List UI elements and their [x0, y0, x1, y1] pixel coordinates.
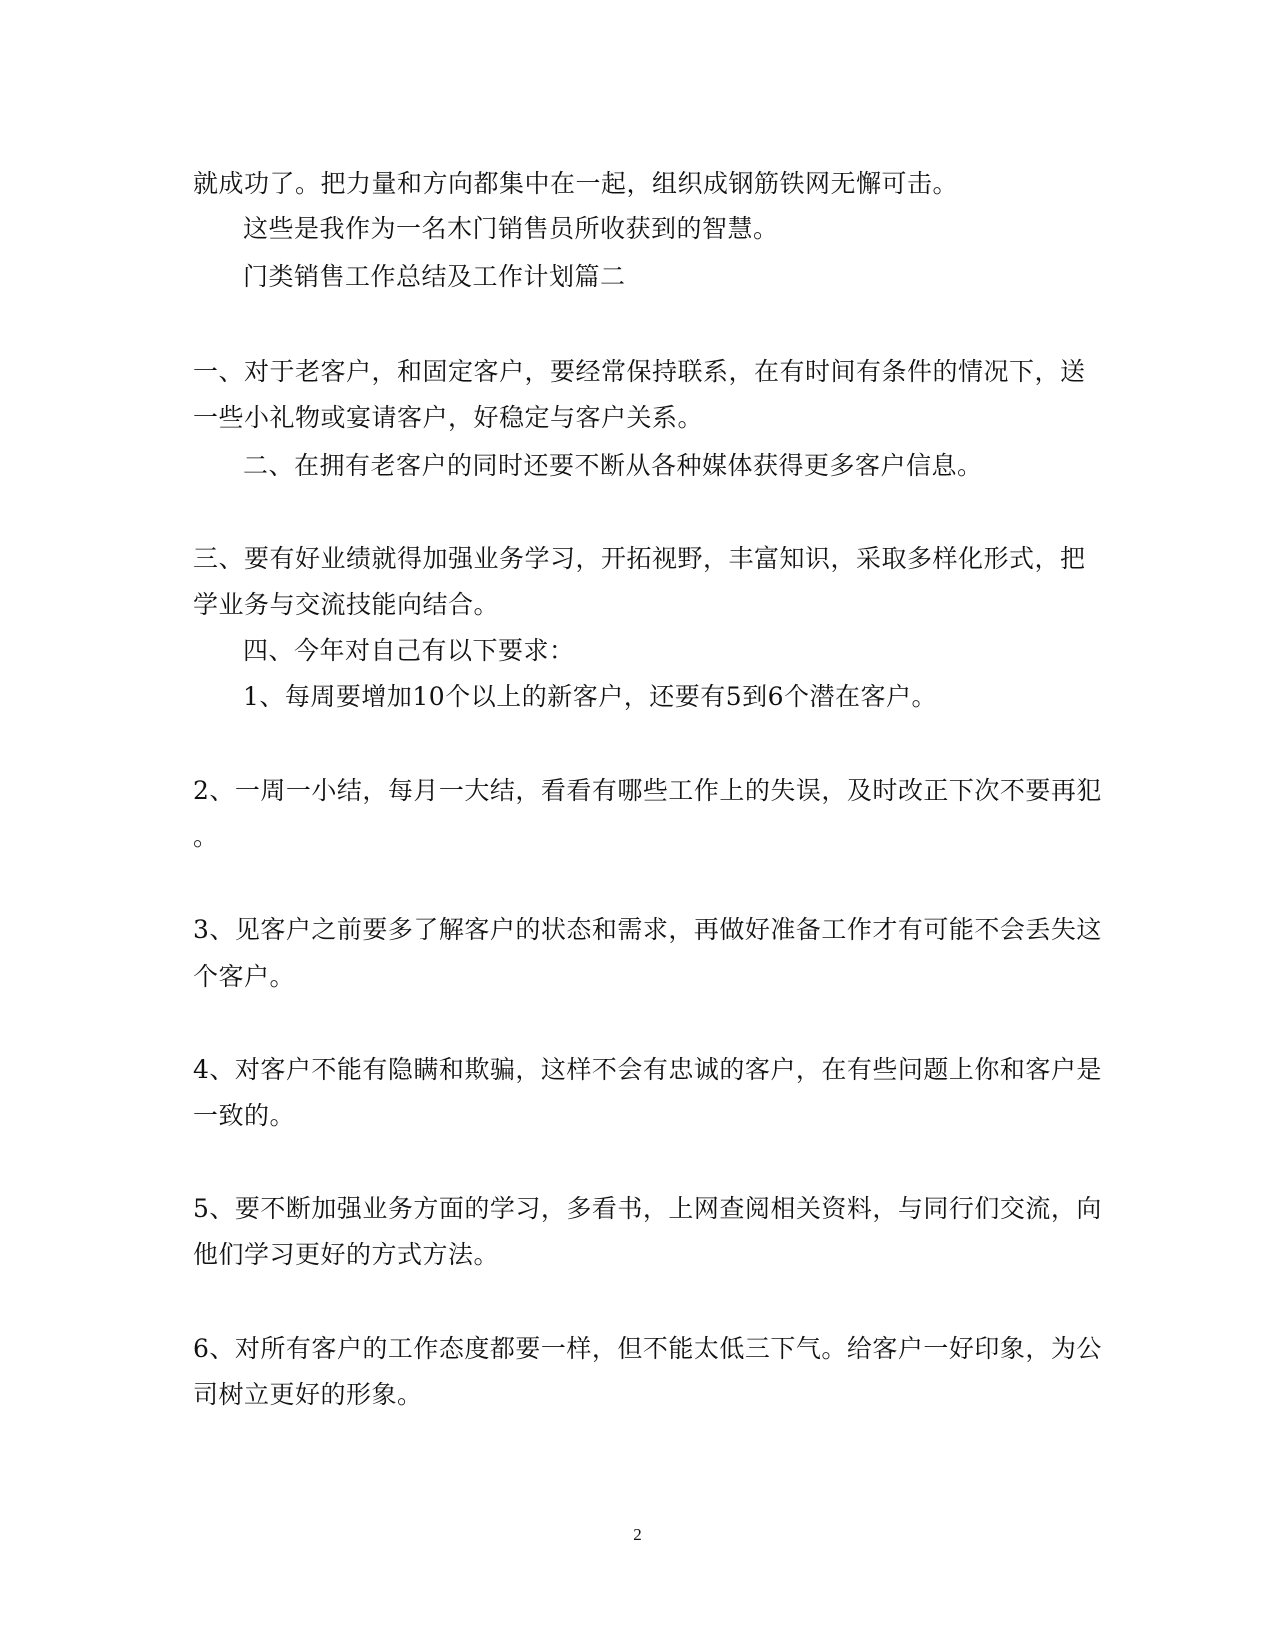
paragraph-line: 。	[193, 822, 219, 851]
paragraph-line: 一些小礼物或宴请客户，好稳定与客户关系。	[193, 403, 704, 432]
page-number: 2	[633, 1525, 642, 1544]
paragraph-line: 二、在拥有老客户的同时还要不断从各种媒体获得更多客户信息。	[243, 451, 983, 480]
list-item: 2、一周一小结，每月一大结，看看有哪些工作上的失误，及时改正下次不要再犯	[193, 776, 1102, 805]
list-item: 3、见客户之前要多了解客户的状态和需求，再做好准备工作才有可能不会丢失这	[193, 915, 1102, 944]
paragraph-line: 学业务与交流技能向结合。	[193, 590, 500, 619]
paragraph-line: 一致的。	[193, 1101, 296, 1130]
paragraph-line: 个客户。	[193, 962, 296, 991]
list-item: 1、每周要增加10个以上的新客户，还要有5到6个潜在客户。	[243, 682, 938, 711]
paragraph-line: 三、要有好业绩就得加强业务学习，开拓视野，丰富知识，采取多样化形式，把	[193, 544, 1086, 573]
paragraph-line: 一、对于老客户，和固定客户，要经常保持联系，在有时间有条件的情况下，送	[193, 357, 1086, 386]
list-item: 5、要不断加强业务方面的学习，多看书，上网查阅相关资料，与同行们交流，向	[193, 1194, 1102, 1223]
paragraph-line: 就成功了。把力量和方向都集中在一起，组织成钢筋铁网无懈可击。	[193, 169, 959, 198]
paragraph-line: 这些是我作为一名木门销售员所收获到的智慧。	[243, 214, 779, 243]
list-item: 6、对所有客户的工作态度都要一样，但不能太低三下气。给客户一好印象，为公	[193, 1334, 1102, 1363]
section-heading: 门类销售工作总结及工作计划篇二	[243, 262, 626, 291]
paragraph-line: 他们学习更好的方式方法。	[193, 1240, 500, 1269]
list-item: 4、对客户不能有隐瞒和欺骗，这样不会有忠诚的客户，在有些问题上你和客户是	[193, 1055, 1102, 1084]
paragraph-line: 四、今年对自己有以下要求：	[243, 636, 575, 665]
paragraph-line: 司树立更好的形象。	[193, 1380, 423, 1409]
